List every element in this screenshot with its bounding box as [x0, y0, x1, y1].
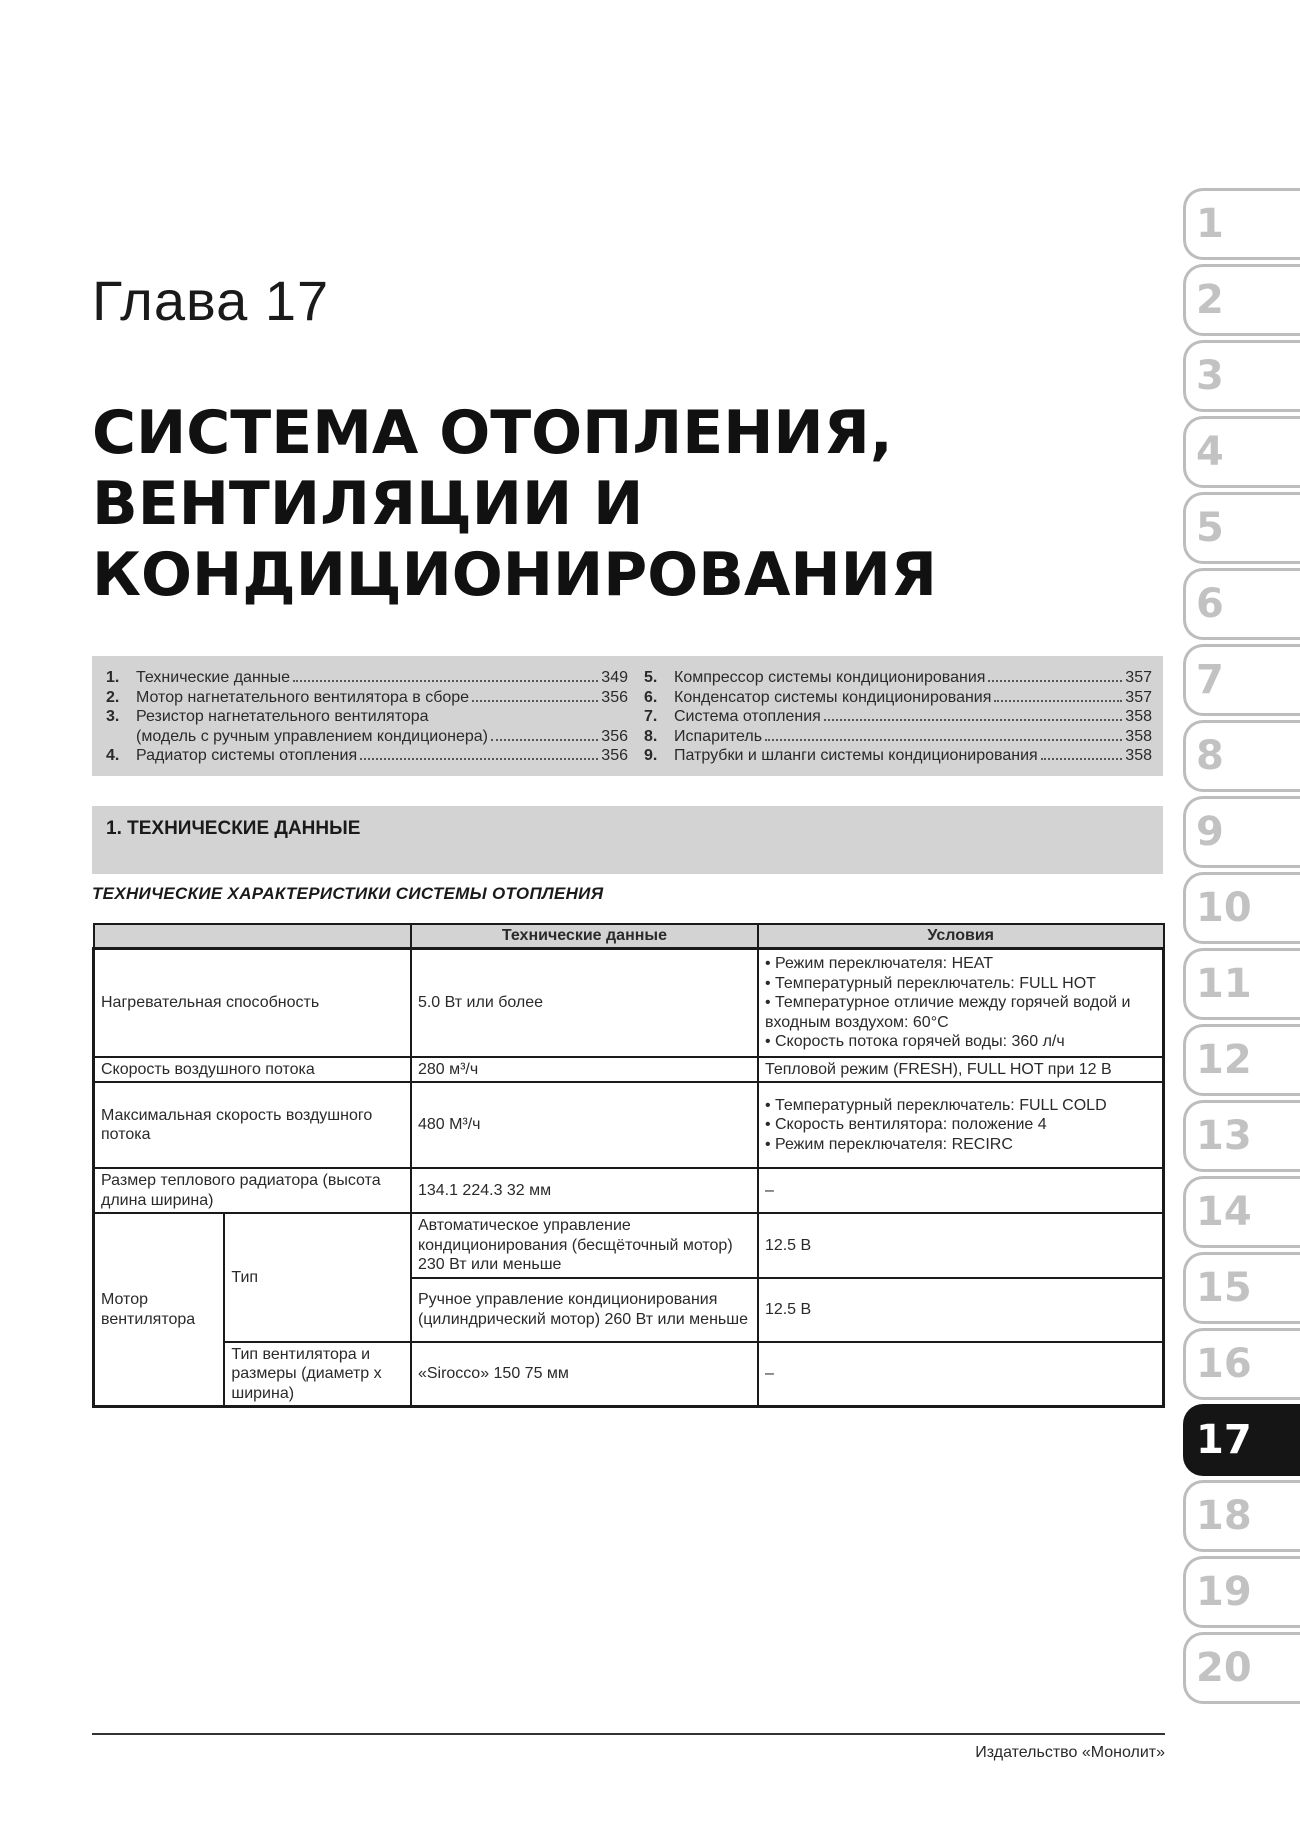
header-data: Технические данные [411, 924, 758, 949]
chapter-tab-number: 15 [1196, 1265, 1252, 1311]
value-cell: Ручное управление кондиционирования (цилиндрический мотор) 260 Вт или меньше [411, 1278, 758, 1342]
section-heading-bar [92, 806, 1163, 874]
chapter-label: Глава 17 [92, 269, 330, 332]
chapter-tab-number: 4 [1196, 429, 1224, 475]
chapter-tab-number: 1 [1196, 201, 1224, 247]
conditions-cell [758, 1082, 1164, 1168]
chapter-title-line: ВЕНТИЛЯЦИИ И [92, 469, 644, 539]
chapter-tab-number: 20 [1196, 1645, 1252, 1691]
toc-item-title: Мотор нагнетательного вентилятора в сборе [136, 688, 470, 706]
table-header-row [94, 924, 1164, 949]
chapter-tab-number: 6 [1196, 581, 1224, 627]
conditions-cell: 12.5 В [758, 1213, 1164, 1278]
toc-item-page: 356 [601, 747, 628, 764]
chapter-tab-15[interactable] [1183, 1252, 1300, 1324]
value-cell: 480 М³/ч [411, 1082, 758, 1168]
chapter-tab-number: 12 [1196, 1037, 1252, 1083]
toc-item-title: Испаритель [674, 727, 763, 745]
chapter-tab-number: 14 [1196, 1189, 1252, 1235]
param-cell: Нагревательная способность [94, 949, 411, 1057]
spec-table [92, 923, 1165, 1408]
footer-rule [92, 1733, 1165, 1735]
header-conditions: Условия [758, 924, 1164, 949]
chapter-tab-9[interactable] [1183, 796, 1300, 868]
table-row [94, 1168, 1164, 1213]
value-cell: 5.0 Вт или более [411, 949, 758, 1057]
chapter-tab-13[interactable] [1183, 1100, 1300, 1172]
value-cell: Автоматическое управление кондиционирования (бесщёточный мотор) 230 Вт или меньше [411, 1213, 758, 1278]
toc-item[interactable] [106, 746, 628, 766]
toc-item-title: Технические данные [136, 669, 291, 686]
toc-item[interactable] [644, 727, 1152, 747]
toc-item[interactable] [644, 688, 1152, 708]
chapter-tab-number: 18 [1196, 1493, 1252, 1539]
conditions-cell [758, 949, 1164, 1057]
table-row [94, 1057, 1164, 1083]
chapter-tab-number: 5 [1196, 505, 1224, 551]
toc-item[interactable] [644, 668, 1152, 688]
param-cell: Мотор вентилятора [94, 1213, 225, 1407]
chapter-tab-2[interactable] [1183, 264, 1300, 336]
toc-item-number: 3. [106, 708, 120, 725]
conditions-cell: Тепловой режим (FRESH), FULL HOT при 12 В [758, 1057, 1164, 1083]
condition-item: • Температурное отличие между горячей водой и входным воздухом: 60°C [765, 993, 1156, 1032]
table-subheading: ТЕХНИЧЕСКИЕ ХАРАКТЕРИСТИКИ СИСТЕМЫ ОТОПЛЕНИЯ [92, 884, 604, 903]
chapter-tab-4[interactable] [1183, 416, 1300, 488]
chapter-tab-number: 17 [1196, 1417, 1252, 1463]
toc-column-left [106, 668, 628, 766]
param-cell: Размер теплового радиатора (высота длина ширина) [94, 1168, 411, 1213]
condition-item: • Режим переключателя: RECIRC [765, 1135, 1156, 1155]
toc-item-page: 357 [1125, 688, 1152, 706]
chapter-tab-number: 13 [1196, 1113, 1252, 1159]
chapter-tab-18[interactable] [1183, 1480, 1300, 1552]
subparam-cell: Тип вентилятора и размеры (диаметр x ширина) [224, 1342, 411, 1407]
toc-item[interactable] [106, 707, 628, 746]
conditions-cell: 12.5 В [758, 1278, 1164, 1342]
section-heading: 1. ТЕХНИЧЕСКИЕ ДАННЫЕ [106, 818, 361, 839]
condition-item: • Температурный переключатель: FULL COLD [765, 1096, 1156, 1116]
param-cell: Скорость воздушного потока [94, 1057, 411, 1083]
condition-item: • Скорость вентилятора: положение 4 [765, 1115, 1156, 1135]
toc-item-number: 2. [106, 688, 120, 706]
header-param [94, 924, 411, 949]
condition-item: • Режим переключателя: HEAT [765, 954, 1156, 974]
chapter-tab-number: 11 [1196, 961, 1252, 1007]
toc-item-title: Радиатор системы отопления [136, 747, 358, 764]
param-cell: Максимальная скорость воздушного потока [94, 1082, 411, 1168]
toc-item-page: 358 [1125, 727, 1152, 745]
subparam-cell: Тип [224, 1213, 411, 1342]
table-row [94, 1082, 1164, 1168]
toc-item-title: Система отопления [674, 708, 821, 725]
toc-item[interactable] [644, 707, 1152, 727]
chapter-tab-number: 8 [1196, 733, 1224, 779]
chapter-tab-7[interactable] [1183, 644, 1300, 716]
toc-item[interactable] [106, 688, 628, 708]
value-cell: 280 м³/ч [411, 1057, 758, 1083]
chapter-tab-number: 3 [1196, 353, 1224, 399]
toc-item-title: Компрессор системы кондиционирования [674, 669, 986, 686]
chapter-tab-3[interactable] [1183, 340, 1300, 412]
conditions-cell: – [758, 1342, 1164, 1407]
chapter-tab-19[interactable] [1183, 1556, 1300, 1628]
chapter-tab-number: 19 [1196, 1569, 1252, 1615]
chapter-tab-20[interactable] [1183, 1632, 1300, 1704]
chapter-tab-10[interactable] [1183, 872, 1300, 944]
chapter-tab-1[interactable] [1183, 188, 1300, 260]
toc-item-page: 349 [601, 669, 628, 686]
value-cell: 134.1 224.3 32 мм [411, 1168, 758, 1213]
toc-item-number: 4. [106, 747, 120, 764]
toc-item-page: 358 [1125, 747, 1152, 764]
chapter-tab-16[interactable] [1183, 1328, 1300, 1400]
chapter-tab-6[interactable] [1183, 568, 1300, 640]
chapter-tab-number: 7 [1196, 657, 1224, 703]
value-cell: «Sirocco» 150 75 мм [411, 1342, 758, 1407]
chapter-tab-5[interactable] [1183, 492, 1300, 564]
toc-item-title: (модель с ручным управлением кондиционера) [136, 727, 488, 745]
toc-item-number: 7. [644, 708, 658, 725]
table-row [94, 1213, 1164, 1278]
condition-item: • Скорость потока горячей воды: 360 л/ч [765, 1032, 1156, 1052]
publisher-name: Издательство «Монолит» [975, 1744, 1165, 1761]
chapter-tab-14[interactable] [1183, 1176, 1300, 1248]
table-row [94, 1342, 1164, 1407]
toc-item-title: Патрубки и шланги системы кондиционирования [674, 747, 1038, 764]
toc-item-page: 356 [601, 727, 628, 745]
table-of-contents [92, 656, 1163, 776]
table-row [94, 949, 1164, 1057]
toc-item-title: Резистор нагнетательного вентилятора [136, 708, 429, 725]
toc-item-number: 1. [106, 669, 120, 686]
chapter-title [92, 398, 1142, 611]
toc-column-right [644, 668, 1152, 766]
toc-item[interactable] [106, 668, 628, 688]
condition-item: • Температурный переключатель: FULL HOT [765, 974, 1156, 994]
conditions-cell: – [758, 1168, 1164, 1213]
chapter-tab-number: 9 [1196, 809, 1224, 855]
chapter-tab-number: 16 [1196, 1341, 1252, 1387]
chapter-tab-number: 2 [1196, 277, 1224, 323]
toc-item-number: 5. [644, 669, 658, 686]
chapter-title-line: КОНДИЦИОНИРОВАНИЯ [92, 540, 938, 610]
toc-item-number: 8. [644, 727, 658, 745]
toc-item-page: 357 [1125, 669, 1152, 686]
chapter-tab-12[interactable] [1183, 1024, 1300, 1096]
toc-item[interactable] [644, 746, 1152, 766]
chapter-tab-number: 10 [1196, 885, 1252, 931]
chapter-title-line: СИСТЕМА ОТОПЛЕНИЯ, [92, 398, 893, 468]
toc-item-page: 356 [601, 688, 628, 706]
toc-item-title: Конденсатор системы кондиционирования [674, 688, 992, 706]
toc-item-number: 6. [644, 688, 658, 706]
chapter-tab-8[interactable] [1183, 720, 1300, 792]
chapter-tab-11[interactable] [1183, 948, 1300, 1020]
toc-item-page: 358 [1125, 708, 1152, 725]
chapter-tab-17[interactable] [1183, 1404, 1300, 1476]
toc-item-number: 9. [644, 747, 658, 764]
